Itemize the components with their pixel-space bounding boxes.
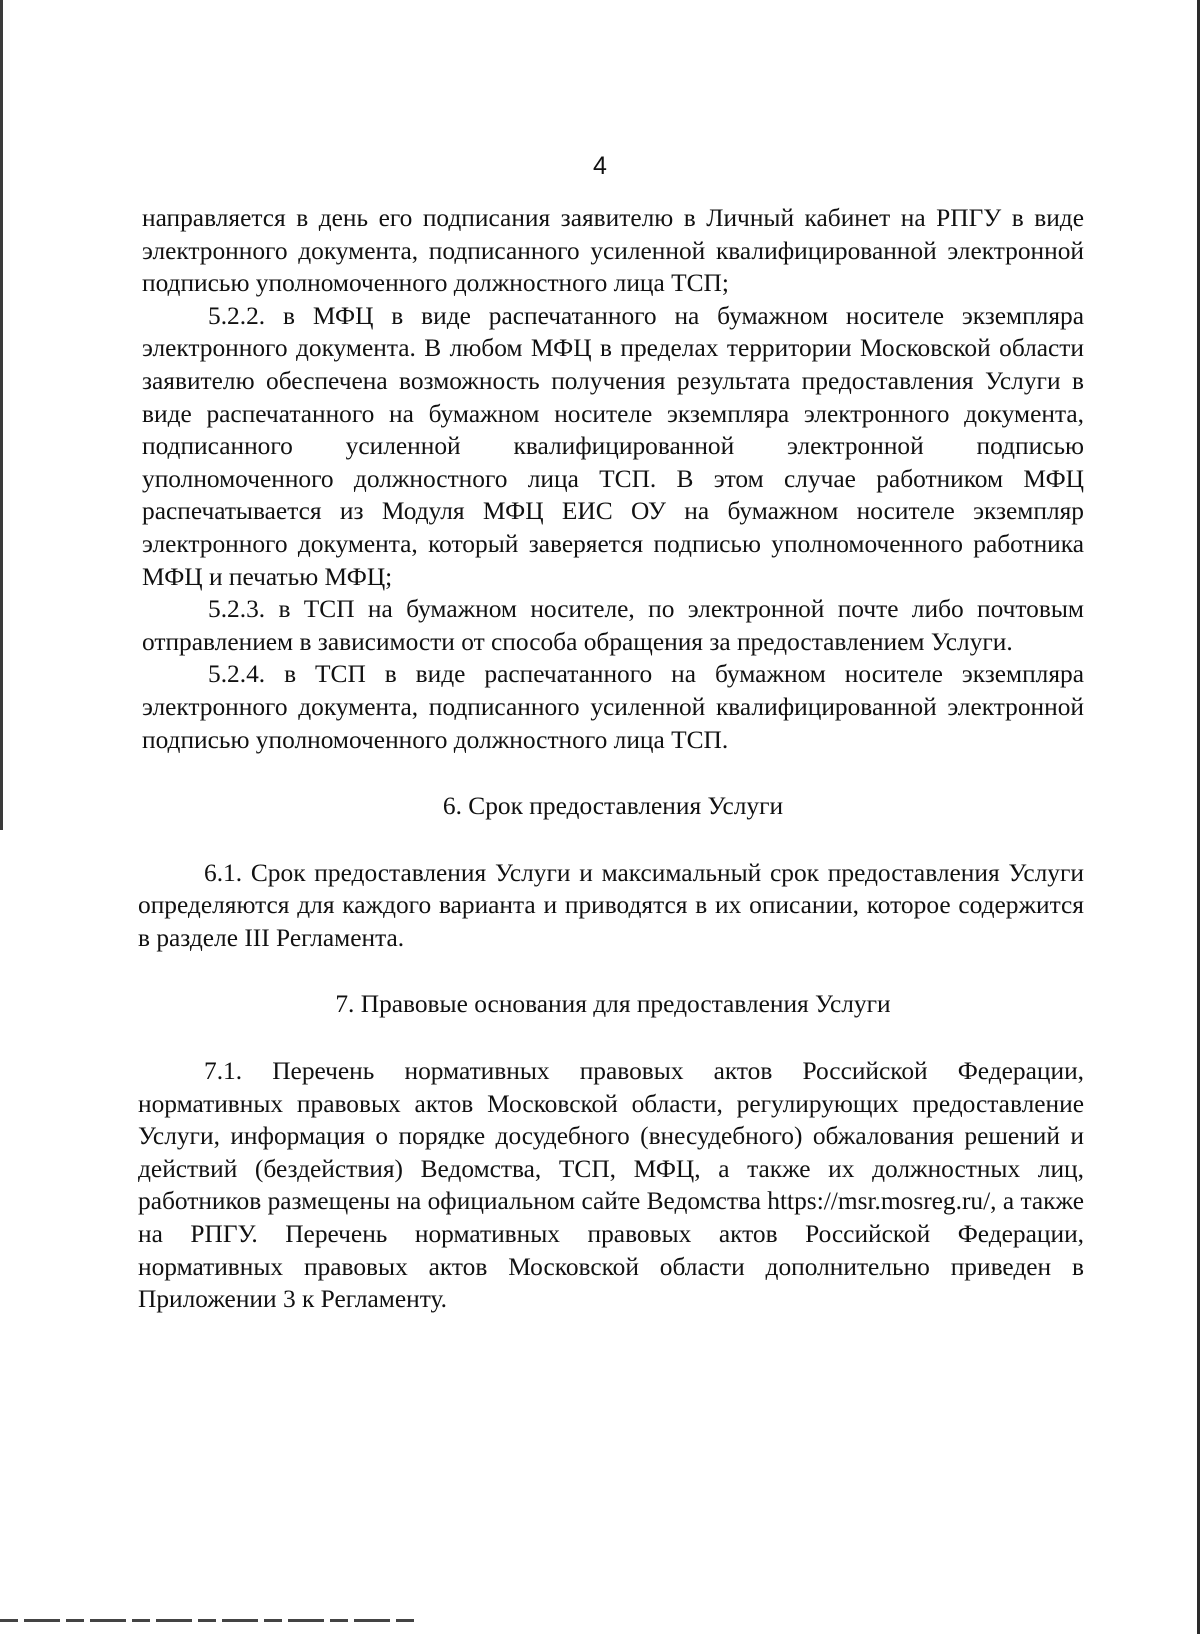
scan-edge-left bbox=[0, 0, 3, 830]
section-heading-7: 7. Правовые основания для предоставления Услуги bbox=[335, 990, 891, 1019]
paragraph-5-2-3: 5.2.3. в ТСП на бумажном носителе, по электронной почте либо почтовым отправлением в зависимости от способа обращения за предоставлением Услуги. bbox=[142, 595, 1084, 656]
paragraph-7-1: 7.1. Перечень нормативных правовых актов Российской Федерации, нормативных правовых актов Московской области, регулирующих предоставление Услуги, информация о порядке досудебного (внесудебного) обжалования решений и действий (бездействия) Ведомства, ТСП, МФЦ, а также их должностных лиц, работников размещены на официальном сайте Ведомства https://msr.mosreg.ru/, а также на РПГУ. Перечень нормативных правовых актов Российской Федерации, нормативных правовых актов Московской области дополнительно приведен в Приложении 3 к Регламенту. bbox=[138, 1057, 1084, 1314]
section-heading-6: 6. Срок предоставления Услуги bbox=[442, 792, 784, 821]
paragraph-continuation: направляется в день его подписания заявителю в Личный кабинет на РПГУ в виде электронного документа, подписанного усиленной квалифицированной электронной подписью уполномоченного должностного лица ТСП; bbox=[142, 204, 1084, 298]
document-body bbox=[138, 202, 1084, 1316]
scan-edge-bottom bbox=[0, 1619, 420, 1622]
paragraph-5-2-2: 5.2.2. в МФЦ в виде распечатанного на бумажном носителе экземпляра электронного документа. В любом МФЦ в пределах территории Московской области заявителю обеспечена возможность получения результата предоставления Услуги в виде распечатанного на бумажном носителе экземпляра электронного документа, подписанного усиленной квалифицированной электронной подписью уполномоченного должностного лица ТСП. В этом случае работником МФЦ распечатывается из Модуля МФЦ ЕИС ОУ на бумажном носителе экземпляр электронного документа, который заверяется подписью уполномоченного работника МФЦ и печатью МФЦ; bbox=[142, 301, 1084, 591]
page-number: 4 bbox=[593, 152, 607, 180]
paragraph-5-2-4: 5.2.4. в ТСП в виде распечатанного на бумажном носителе экземпляра электронного документа, подписанного усиленной квалифицированной электронной подписью уполномоченного должностного лица ТСП. bbox=[142, 660, 1084, 754]
paragraph-6-1: 6.1. Срок предоставления Услуги и максимальный срок предоставления Услуги определяются для каждого варианта и приводятся в их описании, которое содержится в разделе III Регламента. bbox=[138, 858, 1084, 952]
